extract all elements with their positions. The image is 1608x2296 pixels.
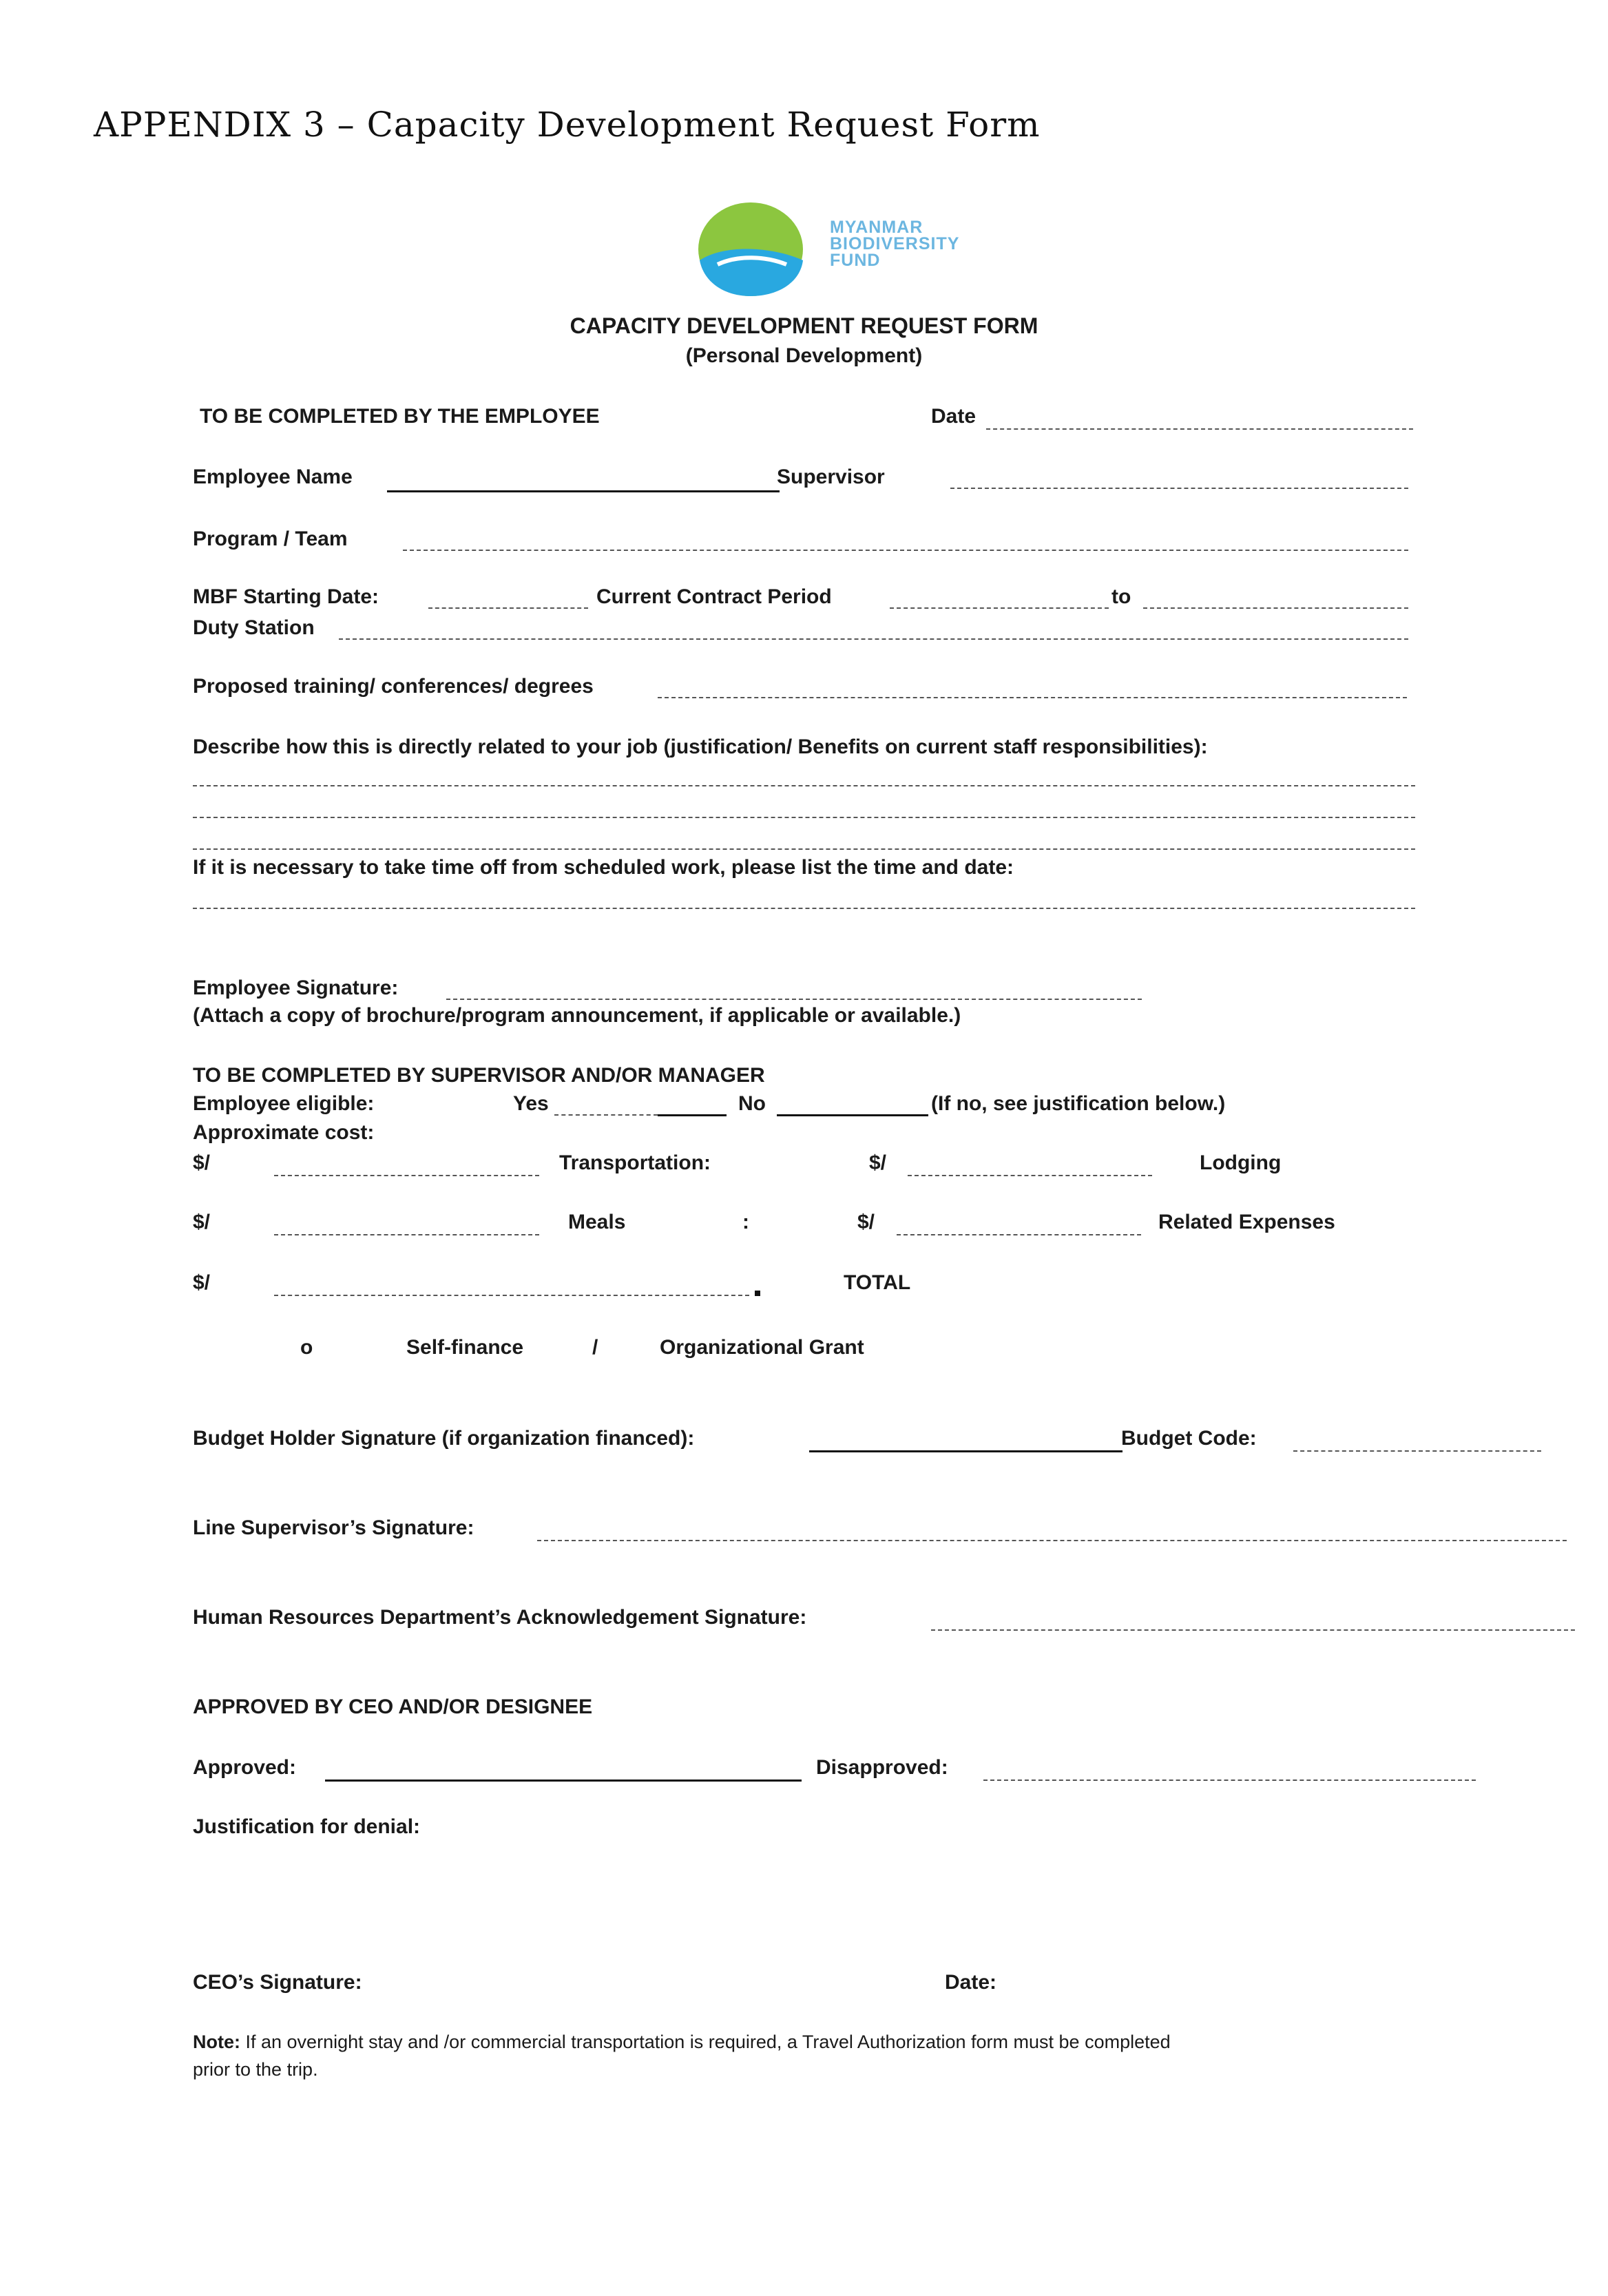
duty-station-field[interactable] bbox=[339, 638, 1408, 640]
finance-slash: / bbox=[592, 1336, 598, 1359]
organizational-grant-label: Organizational Grant bbox=[660, 1336, 864, 1359]
currency-4: $/ bbox=[857, 1211, 875, 1233]
cost-field-2[interactable] bbox=[908, 1175, 1152, 1176]
form-subtitle: (Personal Development) bbox=[685, 344, 923, 367]
if-no-note: (If no, see justification below.) bbox=[931, 1092, 1226, 1115]
note-bold: Note: bbox=[193, 2032, 240, 2052]
time-off-label: If it is necessary to take time off from scheduled work, please list the time and date: bbox=[193, 856, 1014, 879]
no-label: No bbox=[738, 1092, 766, 1115]
ceo-date-label: Date: bbox=[945, 1971, 997, 1994]
hr-ack-label: Human Resources Department’s Acknowledgement Signature: bbox=[193, 1606, 807, 1629]
yes-label: Yes bbox=[513, 1092, 549, 1115]
mbf-starting-date-label: MBF Starting Date: bbox=[193, 585, 379, 608]
note-text-1: If an overnight stay and /or commercial transportation is required, a Travel Authorization form must be completed bbox=[240, 2032, 1171, 2052]
justification-for-denial-label: Justification for denial: bbox=[193, 1815, 421, 1838]
currency-3: $/ bbox=[193, 1211, 211, 1233]
employee-name-label: Employee Name bbox=[193, 466, 353, 488]
to-label: to bbox=[1111, 585, 1131, 608]
logo-line-3: FUND bbox=[830, 251, 881, 270]
justification-line-1[interactable] bbox=[193, 785, 1415, 786]
cost-field-3[interactable] bbox=[274, 1234, 539, 1235]
line-supervisor-signature-field[interactable] bbox=[537, 1540, 1567, 1541]
total-label: TOTAL bbox=[844, 1271, 911, 1294]
meals-label: Meals bbox=[568, 1211, 626, 1233]
employee-signature-label: Employee Signature: bbox=[193, 977, 399, 999]
transportation-label: Transportation: bbox=[559, 1151, 711, 1174]
employee-signature-field[interactable] bbox=[446, 999, 1142, 1000]
contract-end-field[interactable] bbox=[1143, 607, 1408, 609]
employee-eligible-label: Employee eligible: bbox=[193, 1092, 375, 1115]
supervisor-section-heading: TO BE COMPLETED BY SUPERVISOR AND/OR MANAGER bbox=[193, 1064, 765, 1087]
ceo-signature-label: CEO’s Signature: bbox=[193, 1971, 362, 1994]
approved-field[interactable] bbox=[325, 1780, 802, 1782]
related-expenses-label: Related Expenses bbox=[1158, 1211, 1335, 1233]
no-field[interactable] bbox=[777, 1114, 928, 1116]
currency-2: $/ bbox=[869, 1151, 887, 1174]
budget-holder-label: Budget Holder Signature (if organization financed): bbox=[193, 1427, 695, 1450]
lodging-label: Lodging bbox=[1200, 1151, 1282, 1174]
form-title: CAPACITY DEVELOPMENT REQUEST FORM bbox=[570, 313, 1038, 338]
current-contract-period-label: Current Contract Period bbox=[596, 585, 832, 608]
line-supervisor-label: Line Supervisor’s Signature: bbox=[193, 1516, 474, 1539]
date-label: Date bbox=[931, 405, 977, 428]
note-line-2: prior to the trip. bbox=[193, 2059, 318, 2080]
duty-station-label: Duty Station bbox=[193, 616, 315, 639]
yes-field[interactable] bbox=[554, 1114, 658, 1116]
proposed-training-label: Proposed training/ conferences/ degrees bbox=[193, 675, 594, 698]
proposed-training-field[interactable] bbox=[658, 697, 1407, 698]
ceo-section-heading: APPROVED BY CEO AND/OR DESIGNEE bbox=[193, 1695, 593, 1718]
employee-name-field[interactable] bbox=[387, 490, 780, 492]
budget-code-label: Budget Code: bbox=[1121, 1427, 1257, 1450]
appendix-title: APPENDIX 3 – Capacity Development Request Form bbox=[94, 105, 1041, 145]
budget-code-field[interactable] bbox=[1293, 1450, 1541, 1452]
cost-field-4[interactable] bbox=[897, 1234, 1141, 1235]
budget-holder-signature-field[interactable] bbox=[809, 1450, 1123, 1452]
note-line-1 bbox=[193, 2032, 1171, 2053]
disapproved-field[interactable] bbox=[983, 1780, 1476, 1781]
supervisor-label: Supervisor bbox=[777, 466, 885, 488]
describe-label: Describe how this is directly related to your job (justification/ Benefits on current staff responsibilities): bbox=[193, 735, 1208, 758]
total-dot bbox=[755, 1291, 760, 1296]
attach-note: (Attach a copy of brochure/program announcement, if applicable or available.) bbox=[193, 1004, 961, 1027]
logo-line-1: MYANMAR bbox=[830, 218, 923, 237]
currency-5: $/ bbox=[193, 1271, 211, 1294]
disapproved-label: Disapproved: bbox=[816, 1756, 948, 1779]
approved-label: Approved: bbox=[193, 1756, 296, 1779]
meals-colon: : bbox=[742, 1211, 749, 1233]
approximate-cost-label: Approximate cost: bbox=[193, 1121, 375, 1144]
employee-section-heading: TO BE COMPLETED BY THE EMPLOYEE bbox=[200, 405, 600, 428]
total-field[interactable] bbox=[274, 1295, 749, 1296]
mbf-starting-date-field[interactable] bbox=[428, 607, 588, 609]
logo-line-2: BIODIVERSITY bbox=[830, 234, 960, 253]
hr-ack-signature-field[interactable] bbox=[931, 1629, 1575, 1631]
program-team-label: Program / Team bbox=[193, 528, 348, 550]
justification-line-3[interactable] bbox=[193, 848, 1415, 850]
contract-start-field[interactable] bbox=[890, 607, 1109, 609]
self-finance-label: Self-finance bbox=[406, 1336, 524, 1359]
justification-line-2[interactable] bbox=[193, 817, 1415, 818]
yes-field-solid[interactable] bbox=[658, 1114, 727, 1116]
currency-1: $/ bbox=[193, 1151, 211, 1174]
supervisor-field[interactable] bbox=[950, 488, 1408, 489]
finance-option-bullet[interactable]: o bbox=[300, 1336, 313, 1359]
time-off-field[interactable] bbox=[193, 908, 1415, 909]
cost-field-1[interactable] bbox=[274, 1175, 539, 1176]
date-field[interactable] bbox=[986, 428, 1413, 430]
program-team-field[interactable] bbox=[403, 550, 1408, 551]
